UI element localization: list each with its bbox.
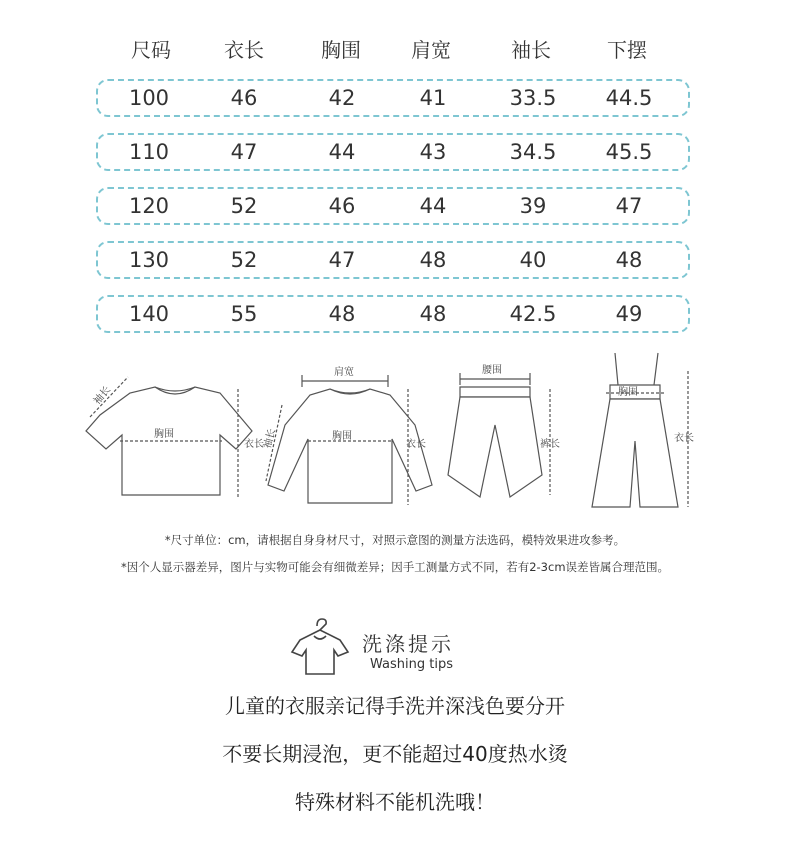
cell-shoulder: 41 [419, 86, 447, 110]
sweater-shoulder-label: 肩宽 [334, 367, 354, 378]
hanger-shirt-icon [288, 616, 352, 678]
sweater-diagram-icon [260, 365, 432, 505]
measurement-diagrams [70, 345, 720, 515]
cell-size: 130 [128, 248, 170, 272]
cell-shoulder: 48 [419, 302, 447, 326]
cell-size: 140 [128, 302, 170, 326]
washing-tip: 特殊材料不能机洗哦！ [295, 790, 495, 814]
cell-sleeve: 40 [519, 248, 547, 272]
cell-hem: 45.5 [605, 140, 653, 164]
cell-chest: 44 [328, 140, 356, 164]
size-table-header [0, 34, 790, 64]
cell-size: 100 [128, 86, 170, 110]
cell-hem: 48 [615, 248, 643, 272]
shorts-length-label: 裤长 [540, 439, 560, 450]
washing-tip: 不要长期浸泡，更不能超过40度热水烫 [222, 742, 568, 766]
header-chest: 胸围 [321, 38, 361, 62]
cell-chest: 46 [328, 194, 356, 218]
cell-shoulder: 48 [419, 248, 447, 272]
cell-length: 46 [230, 86, 258, 110]
difference-note: *因个人显示器差异，图片与实物可能会有细微差异；因手工测量方式不同，若有2-3cm误差皆属合理范围。 [120, 560, 670, 574]
header-sleeve: 袖长 [511, 38, 551, 62]
header-length: 衣长 [224, 38, 264, 62]
table-row [96, 187, 690, 225]
header-shoulder: 肩宽 [411, 38, 451, 62]
cell-chest: 47 [328, 248, 356, 272]
cell-size: 110 [128, 140, 170, 164]
tshirt-length-label: 衣长 [244, 439, 264, 450]
tshirt-sleeve-label: 袖长 [91, 384, 114, 407]
header-hem: 下摆 [607, 38, 647, 62]
cell-chest: 42 [328, 86, 356, 110]
tshirt-diagram-icon [86, 377, 264, 497]
header-size: 尺码 [131, 38, 171, 62]
cell-sleeve: 33.5 [509, 86, 557, 110]
cell-shoulder: 44 [419, 194, 447, 218]
washing-subtitle: Washing tips [370, 657, 453, 672]
cell-length: 55 [230, 302, 258, 326]
sweater-sleeve-label: 袖长 [262, 427, 279, 450]
cell-length: 52 [230, 248, 258, 272]
shorts-diagram-icon [448, 364, 560, 497]
cell-length: 52 [230, 194, 258, 218]
size-note: *尺寸单位：cm，请根据自身身材尺寸，对照示意图的测量方法选码，模特效果进攻参考。 [164, 533, 626, 547]
overalls-length-label: 衣长 [674, 433, 694, 444]
washing-title: 洗涤提示 [362, 632, 454, 656]
cell-hem: 44.5 [605, 86, 653, 110]
cell-sleeve: 42.5 [509, 302, 557, 326]
cell-shoulder: 43 [419, 140, 447, 164]
table-row [96, 133, 690, 171]
table-row [96, 79, 690, 117]
table-row [96, 241, 690, 279]
cell-hem: 49 [615, 302, 643, 326]
cell-chest: 48 [328, 302, 356, 326]
cell-hem: 47 [615, 194, 643, 218]
cell-sleeve: 34.5 [509, 140, 557, 164]
cell-length: 47 [230, 140, 258, 164]
cell-size: 120 [128, 194, 170, 218]
sweater-chest-label: 胸围 [332, 431, 352, 442]
table-row [96, 295, 690, 333]
shorts-waist-label: 腰围 [482, 365, 502, 376]
overalls-chest-label: 胸围 [618, 387, 638, 398]
sweater-length-label: 衣长 [406, 439, 426, 450]
cell-sleeve: 39 [519, 194, 547, 218]
washing-tip: 儿童的衣服亲记得手洗并深浅色要分开 [225, 694, 565, 718]
overalls-diagram-icon [592, 353, 694, 507]
tshirt-chest-label: 胸围 [154, 429, 174, 440]
